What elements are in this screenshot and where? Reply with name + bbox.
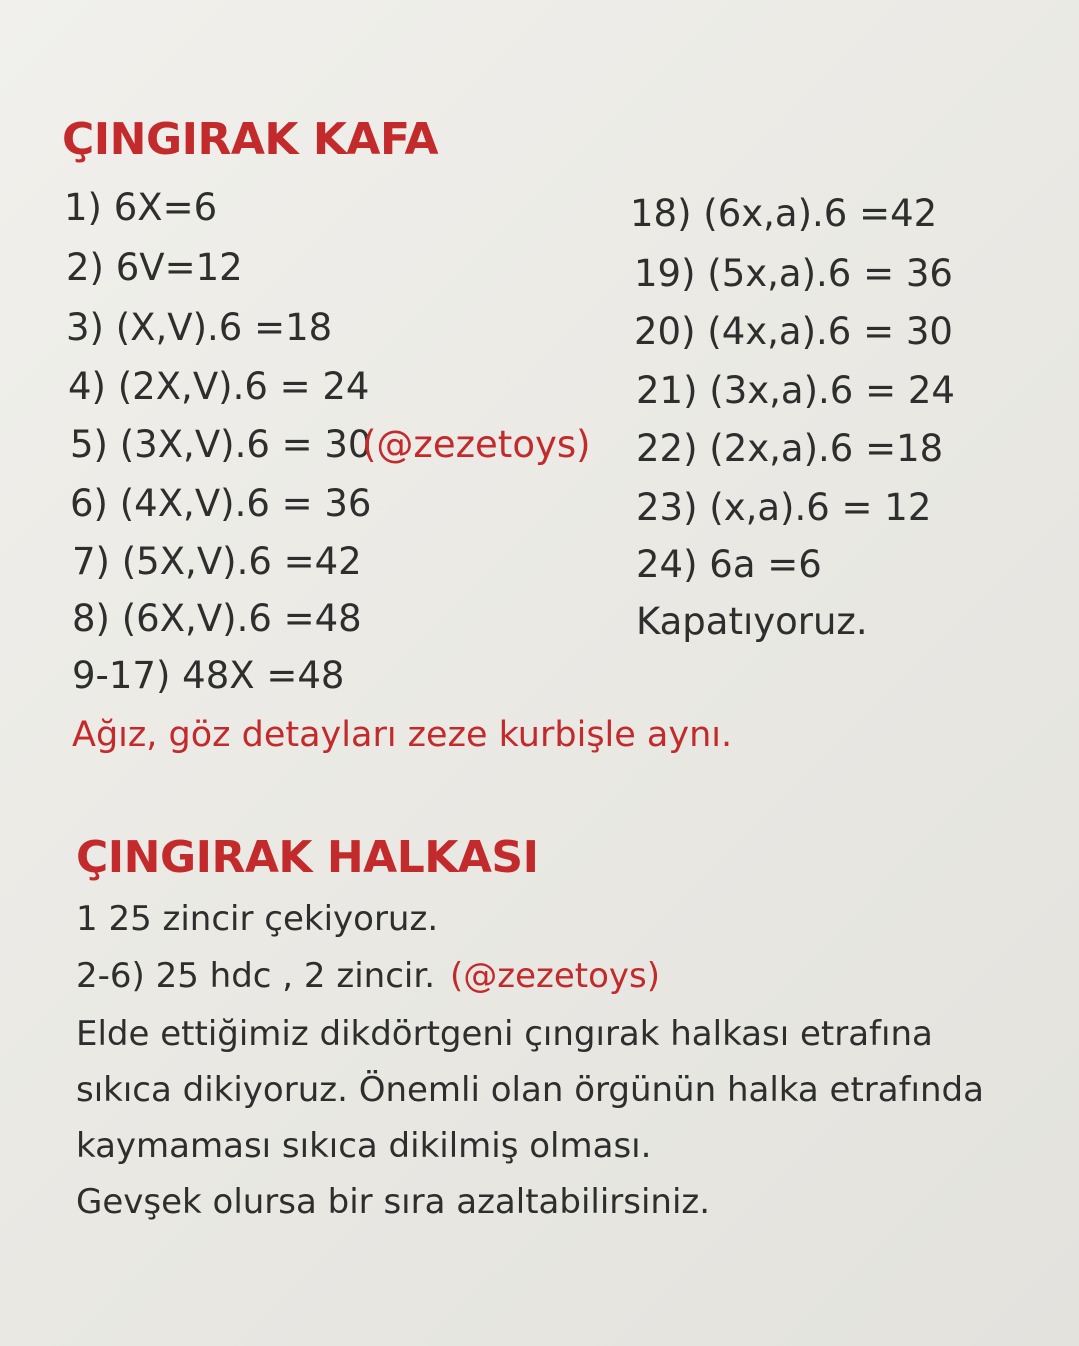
row-19: 19) (5x,a).6 = 36: [634, 252, 953, 295]
row-21: 21) (3x,a).6 = 24: [636, 369, 955, 412]
row-4: 4) (2X,V).6 = 24: [68, 365, 370, 408]
section2-title: ÇINGIRAK HALKASI: [76, 832, 539, 883]
row-20: 20) (4x,a).6 = 30: [634, 310, 953, 353]
closing-note: Kapatıyoruz.: [636, 600, 868, 643]
row-18: 18) (6x,a).6 =42: [630, 192, 938, 235]
row-9-17: 9-17) 48X =48: [72, 654, 345, 697]
row-7: 7) (5X,V).6 =42: [72, 540, 362, 583]
row-8: 8) (6X,V).6 =48: [72, 597, 362, 640]
row-22: 22) (2x,a).6 =18: [636, 427, 944, 470]
row-24: 24) 6a =6: [636, 543, 822, 586]
row-6: 6) (4X,V).6 = 36: [70, 482, 372, 525]
detail-note: Ağız, göz detayları zeze kurbişle aynı.: [72, 715, 733, 755]
row-5: 5) (3X,V).6 = 30: [70, 423, 372, 466]
section1-title: ÇINGIRAK KAFA: [62, 114, 439, 165]
ring-line-2: 2-6) 25 hdc , 2 zincir.: [76, 956, 436, 996]
ring-para-line: Elde ettiğimiz dikdörtgeni çıngırak halkası etrafına: [76, 1014, 933, 1054]
ring-para-line: Gevşek olursa bir sıra azaltabilirsiniz.: [76, 1182, 711, 1222]
watermark-handle: (@zezetoys): [362, 423, 591, 466]
row-1: 1) 6X=6: [64, 186, 218, 229]
row-2: 2) 6V=12: [66, 246, 243, 289]
ring-para-line: kaymaması sıkıca dikilmiş olması.: [76, 1126, 652, 1166]
ring-para-line: sıkıca dikiyoruz. Önemli olan örgünün halka etrafında: [76, 1070, 984, 1110]
ring-watermark-handle: (@zezetoys): [450, 956, 661, 996]
row-3: 3) (X,V).6 =18: [66, 306, 333, 349]
row-23: 23) (x,a).6 = 12: [636, 486, 932, 529]
ring-line-1: 1 25 zincir çekiyoruz.: [76, 899, 439, 939]
